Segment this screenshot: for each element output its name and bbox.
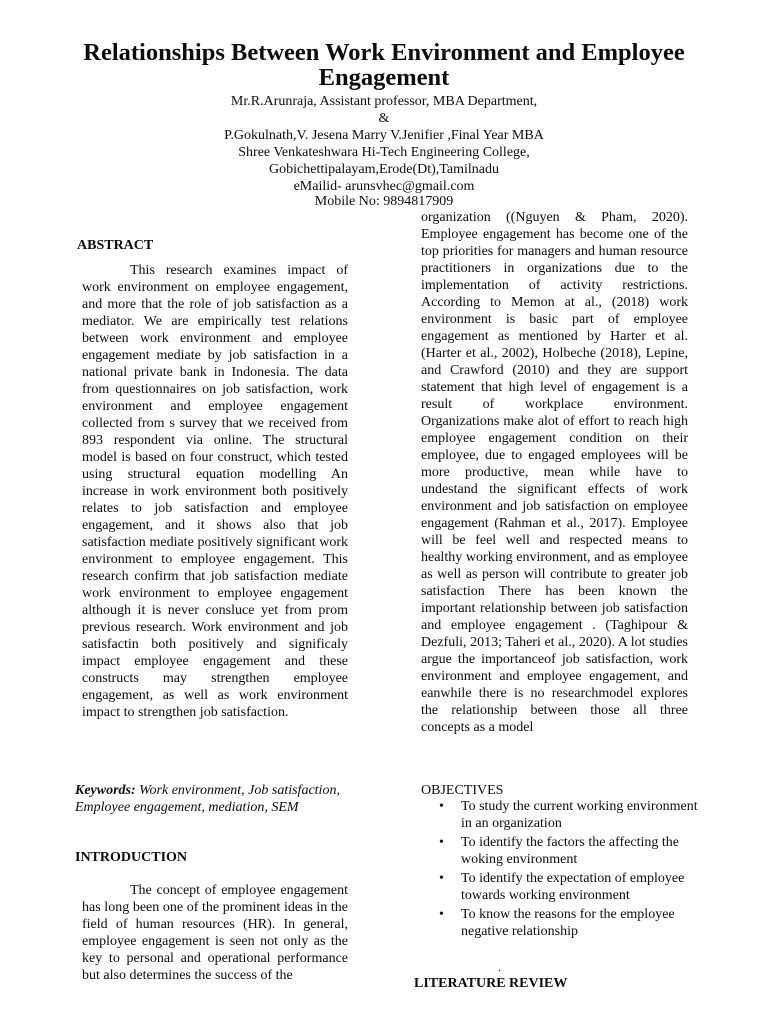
objective-item: • To identify the factors the affecting the woking environment xyxy=(435,834,705,868)
keywords-label: Keywords: xyxy=(75,783,136,798)
introduction-body xyxy=(82,882,348,984)
abstract-heading: ABSTRACT xyxy=(77,238,154,253)
objective-item: • To identify the expectation of employee towards working environment xyxy=(435,870,705,904)
author-line-1: Mr.R.Arunraja, Assistant professor, MBA Department, xyxy=(230,94,538,109)
author-line-2: P.Gokulnath,V. Jesena Marry V.Jenifier ,Final Year MBA xyxy=(224,128,544,143)
right-column-body xyxy=(421,209,688,736)
introduction-heading: INTRODUCTION xyxy=(75,850,188,865)
author-mobile: Mobile No: 9894817909 xyxy=(314,194,454,209)
author-affiliation: Shree Venkateshwara Hi-Tech Engineering College, xyxy=(238,145,530,160)
keywords xyxy=(75,782,355,816)
author-location: Gobichettipalayam,Erode(Dt),Tamilnadu xyxy=(269,162,499,177)
stray-mark: . xyxy=(498,960,501,974)
introduction-continued-paragraph: organization ((Nguyen & Pham, 2020). Employee engagement has become one of the top priorities for managers and human resource practitioners in organizations due to the implementation of activity restrictions. According to Memon at al., (2018) work environment is basic part of employee engagement as mentioned by Harter et al. (Harter et al., 2002), Holbeche (2018), Lepine, and Crawford (2010) and they are support statement that high level of engagement is a result of workplace environment. Organizations make alot of effort to reach high employee engagement condition on their employee, due to engaged employees will be more productive, mean while have to undestand the significant effects of work environment and job satisfaction on employee engagement (Rahman et al., 2017). Employee will be feel well and respected means to healthy working environment, and as employee as well as person will contribute to greater job satisfaction There has been known the important relationship between job satisfaction and employee engagement . (Taghipour & Dezfuli, 2013; Taheri et al., 2020). A lot studies argue the importanceof job satisfaction, work environment and employee engagement, and eanwhile there is no researchmodel explores the relationship between those all three concepts as a model xyxy=(421,210,688,735)
author-ampersand: & xyxy=(378,111,390,126)
objectives-label: OBJECTIVES xyxy=(421,783,504,798)
objective-item: • To know the reasons for the employee negative relationship xyxy=(435,906,705,940)
abstract-body xyxy=(82,262,348,721)
abstract-paragraph: This research examines impact of work environment on employee engagement, and more that the role of job satisfaction as a mediator. We are empirically test relations between work environment and employee engagement mediate by job satisfaction in a national private bank in Indonesia. The data from questionnaires on job satisfaction, work environment and employee engagement collected from s survey that we received from 893 respondent via online. The structural model is based on four construct, which tested using structural equation modelling An increase in work environment both positively relates to job satisfaction and employee engagement, and it shows also that job satisfaction mediate positively significant work environment to employee engagement. This research confirm that job satisfaction mediate work environment to employee engagement although it is never consluce yet from prom previous research. Work environment and job satisfactin both positively and significaly impact employee engagement and these constructs may strengthen employee engagement, as well as work environment impact to strengthen job satisfaction. xyxy=(82,263,348,720)
author-email: eMailid- arunsvhec@gmail.com xyxy=(293,179,475,194)
objective-item: • To study the current working environment in an organization xyxy=(435,798,705,832)
introduction-paragraph: The concept of employee engagement has long been one of the prominent ideas in the field of human resources (HR). In general, employee engagement is seen not only as the key to personal and operational performance but also determines the success of the xyxy=(82,883,348,983)
keywords-text: Work environment, Job satisfaction, Employee engagement, mediation, SEM xyxy=(75,783,340,815)
literature-review-heading: LITERATURE REVIEW xyxy=(414,976,568,991)
paper-title: Relationships Between Work Environment and Employee Engagement xyxy=(83,39,685,91)
objectives-list xyxy=(435,798,705,942)
